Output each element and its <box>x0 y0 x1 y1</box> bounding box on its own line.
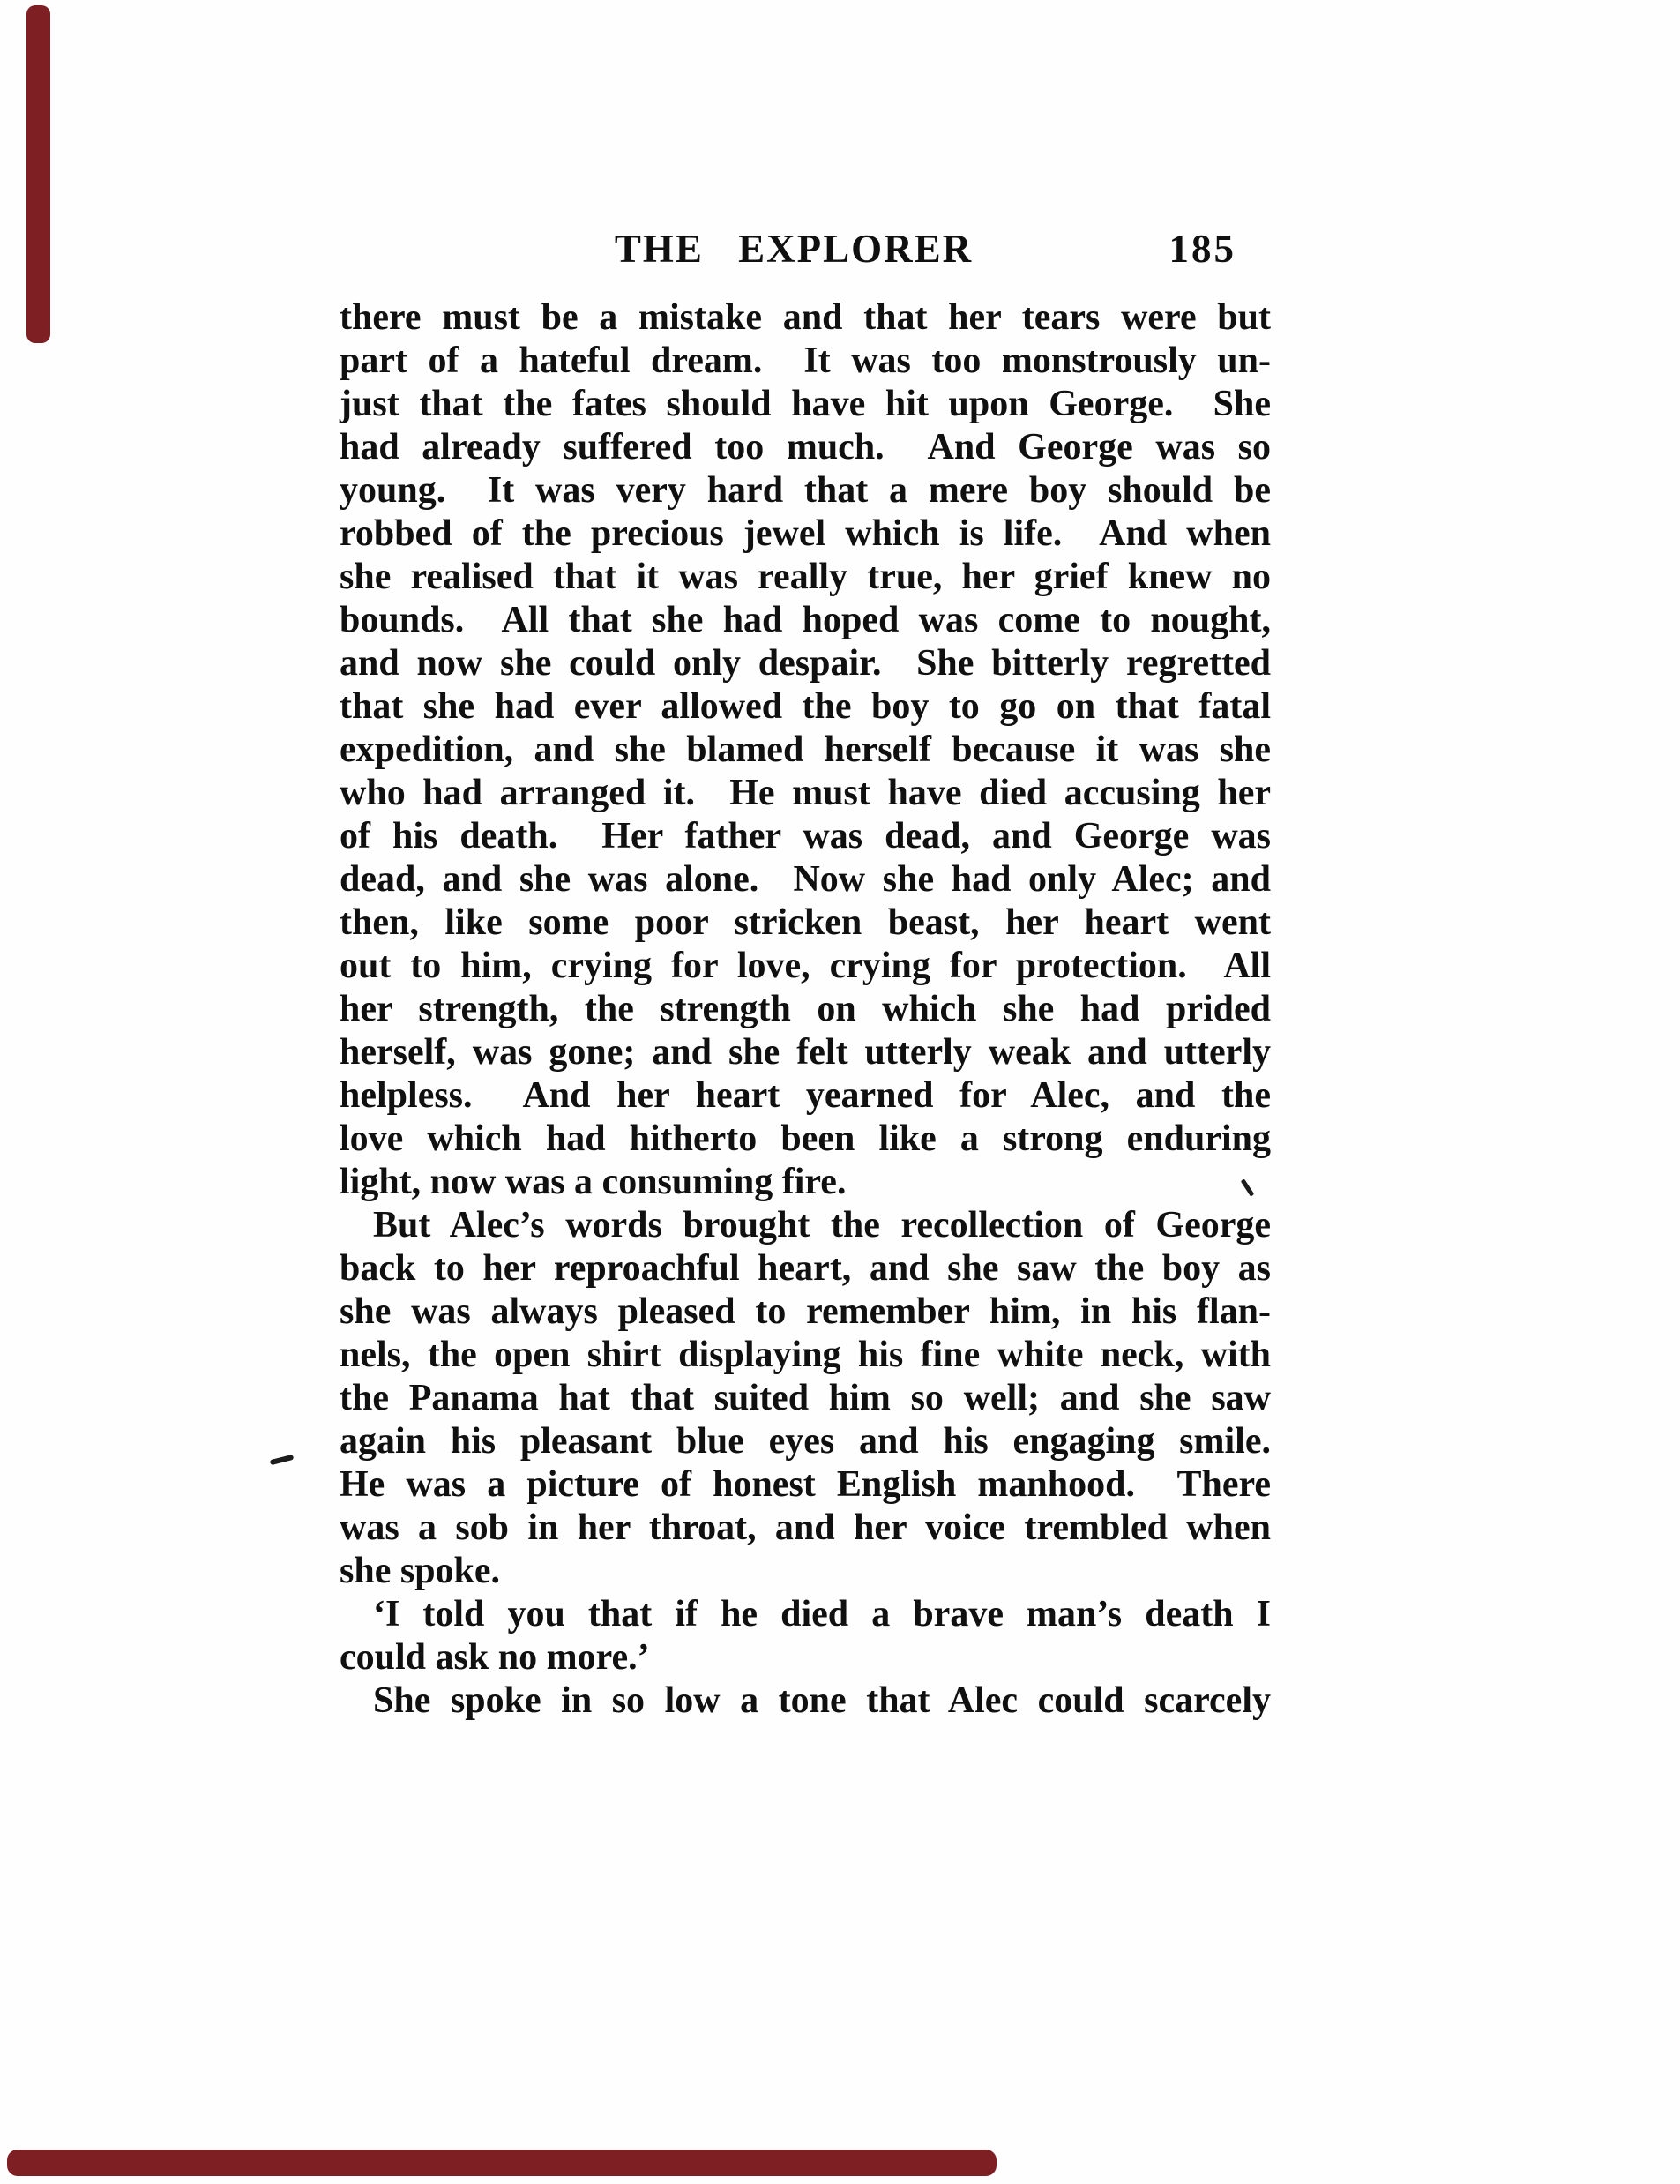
text-line: love which had hitherto been like a strong enduring <box>340 1118 1271 1159</box>
text-line: light, now was a consuming fire. <box>340 1162 847 1202</box>
text-line: But Alec’s words brought the recollection of George <box>373 1205 1271 1245</box>
text-line: then, like some poor stricken beast, her heart went <box>340 902 1271 943</box>
text-line: part of a hateful dream. It was too monstrously un- <box>340 340 1271 381</box>
text-line: helpless. And her heart yearned for Alec, and the <box>340 1075 1271 1116</box>
text-line: the Panama hat that suited him so well; and she saw <box>340 1378 1271 1418</box>
text-line: and now she could only despair. She bitterly regretted <box>340 643 1271 684</box>
text-line: again his pleasant blue eyes and his engaging smile. <box>340 1421 1271 1462</box>
text-line: ‘I told you that if he died a brave man’s death I <box>373 1594 1271 1634</box>
text-line: expedition, and she blamed herself because it was she <box>340 729 1271 770</box>
page-header-title: THE EXPLORER <box>614 227 974 271</box>
text-line: out to him, crying for love, crying for protection. All <box>340 946 1271 986</box>
text-block <box>340 296 1271 1723</box>
text-line: could ask no more.’ <box>340 1637 650 1678</box>
text-line: she spoke. <box>340 1551 501 1591</box>
text-line: she realised that it was really true, her grief knew no <box>340 557 1271 597</box>
text-line: just that the fates should have hit upon George. She <box>340 384 1271 424</box>
running-header <box>328 226 1259 272</box>
text-line: of his death. Her father was dead, and George was <box>340 816 1271 856</box>
text-line: she was always pleased to remember him, in his flan- <box>340 1291 1271 1332</box>
text-line: young. It was very hard that a mere boy should be <box>340 470 1271 511</box>
text-line: was a sob in her throat, and her voice trembled when <box>340 1507 1271 1548</box>
text-line: nels, the open shirt displaying his fine white neck, with <box>340 1335 1271 1375</box>
text-line: that she had ever allowed the boy to go on that fatal <box>340 686 1271 727</box>
text-line: herself, was gone; and she felt utterly weak and utterly <box>340 1032 1271 1073</box>
page-number: 185 <box>1169 227 1236 271</box>
text-line: had already suffered too much. And George was so <box>340 427 1271 467</box>
text-line: her strength, the strength on which she had prided <box>340 989 1271 1029</box>
text-line: dead, and she was alone. Now she had only Alec; and <box>340 859 1271 900</box>
text-line: bounds. All that she had hoped was come to nought, <box>340 600 1271 640</box>
text-line: back to her reproachful heart, and she saw the boy as <box>340 1248 1271 1289</box>
pencil-dash-mark <box>270 1455 295 1465</box>
text-line: He was a picture of honest English manhood. There <box>340 1464 1271 1505</box>
text-line: She spoke in so low a tone that Alec could scarcely <box>373 1680 1271 1721</box>
text-line: robbed of the precious jewel which is life. And when <box>340 513 1271 554</box>
red-margin-bar-bottom <box>7 2150 997 2176</box>
text-line: there must be a mistake and that her tears were but <box>340 297 1271 338</box>
text-line: who had arranged it. He must have died accusing her <box>340 773 1271 813</box>
red-margin-bar-left <box>26 5 50 343</box>
